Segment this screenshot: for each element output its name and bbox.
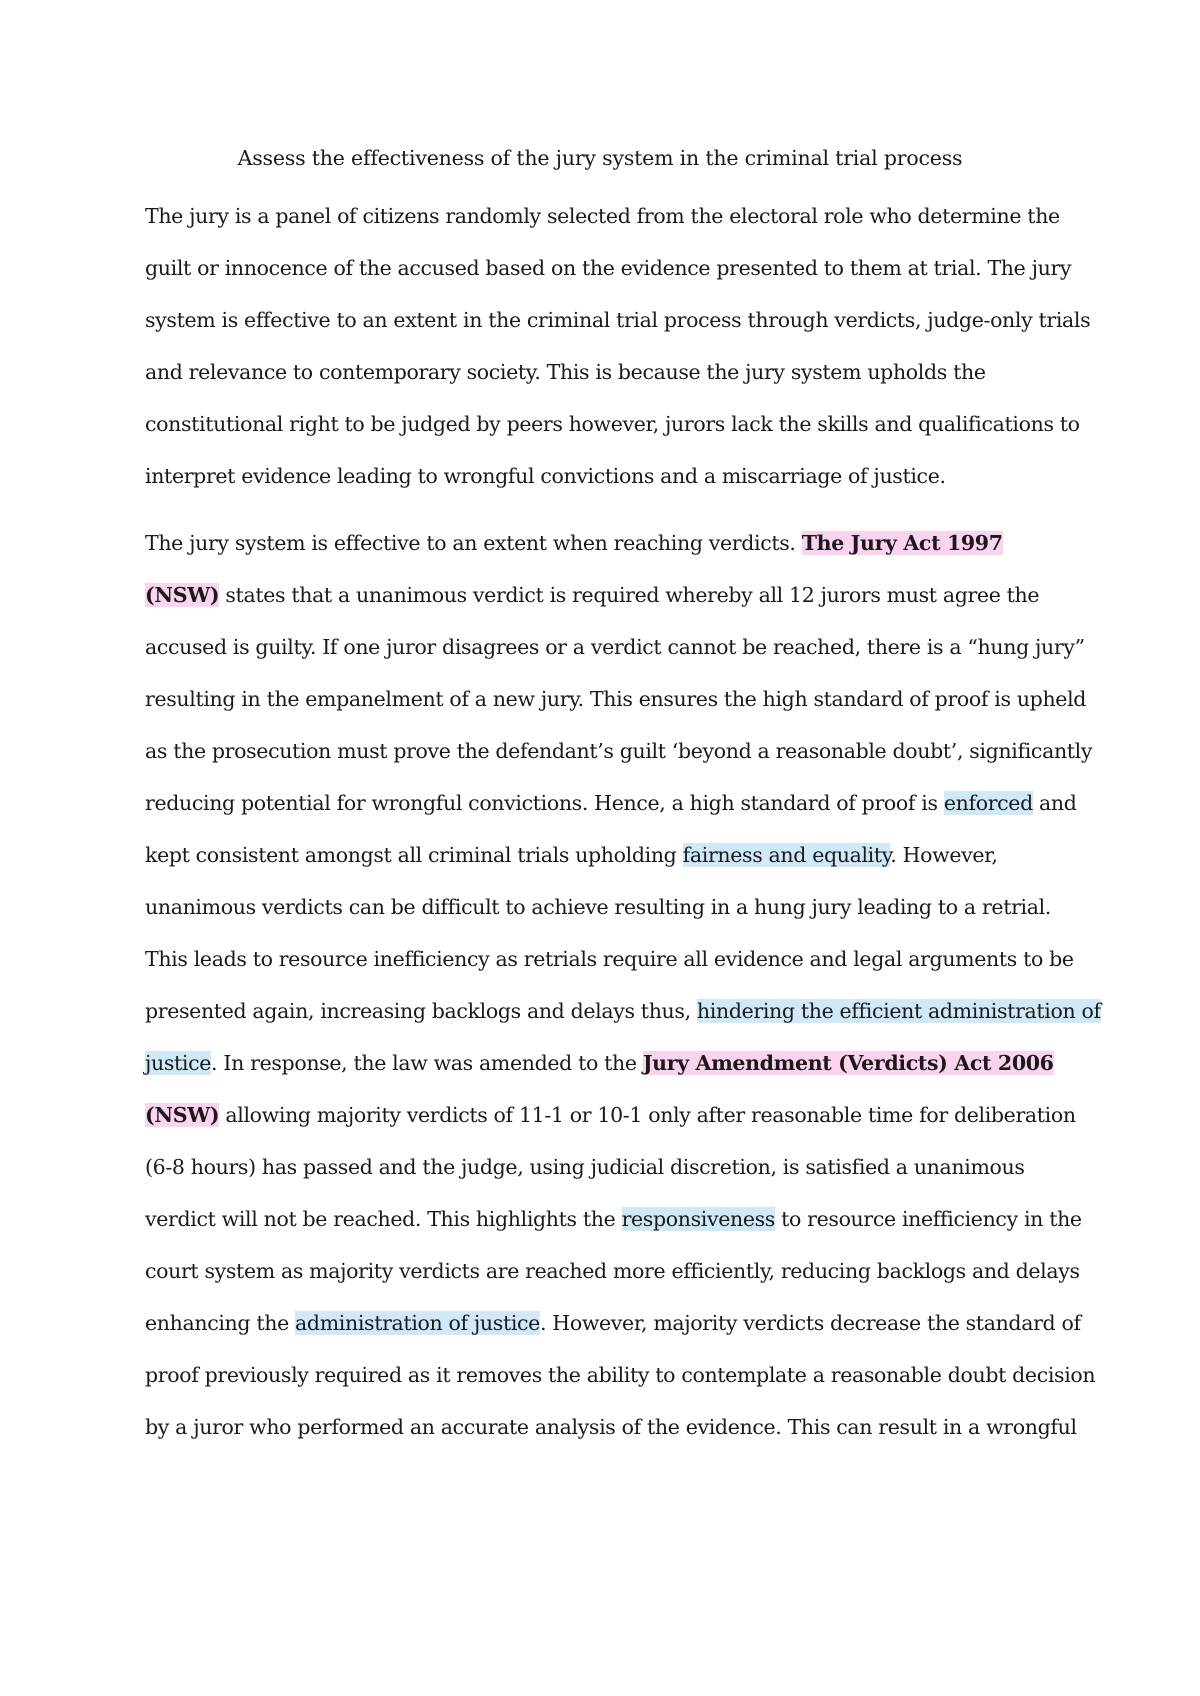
text-run: to resource inefficiency in the [774, 1207, 1082, 1231]
text-run: (6-8 hours) has passed and the judge, using judicial discretion, is satisfied a unanimous [145, 1155, 1025, 1179]
text-run: allowing majority verdicts of 11-1 or 10-1 only after reasonable time for deliberation [219, 1103, 1076, 1127]
text-run: presented again, increasing backlogs and delays thus, [145, 999, 697, 1023]
text-run: The jury is a panel of citizens randomly selected from the electoral role who determine the [145, 204, 1060, 228]
text-run: This leads to resource inefficiency as retrials require all evidence and legal arguments to be [145, 947, 1074, 971]
verdicts-paragraph-line [145, 1360, 1095, 1390]
verdicts-paragraph-line [145, 684, 1086, 714]
text-run: interpret evidence leading to wrongful convictions and a miscarriage of justice. [145, 464, 946, 488]
intro-paragraph-line [145, 253, 1071, 283]
verdicts-paragraph-line [145, 1048, 1054, 1078]
verdicts-paragraph-line [145, 632, 1085, 662]
document-title: Assess the effectiveness of the jury system in the criminal trial process [237, 146, 963, 170]
verdicts-paragraph-line [145, 1152, 1025, 1182]
verdicts-paragraph-line [145, 1256, 1080, 1286]
concept-highlight: justice [145, 1051, 212, 1075]
text-run: unanimous verdicts can be difficult to achieve resulting in a hung jury leading to a retrial. [145, 895, 1051, 919]
verdicts-paragraph-line [145, 528, 1003, 558]
text-run: system is effective to an extent in the criminal trial process through verdicts, judge-only trials [145, 308, 1091, 332]
text-run: and relevance to contemporary society. This is because the jury system upholds the [145, 360, 986, 384]
concept-highlight: hindering the efficient administration of [696, 999, 1101, 1023]
text-run: resulting in the empanelment of a new jury. This ensures the high standard of proof is upheld [145, 687, 1087, 711]
intro-paragraph-line [145, 305, 1090, 335]
text-run: guilt or innocence of the accused based on the evidence presented to them at trial. The jury [145, 256, 1072, 280]
intro-paragraph-line [145, 201, 1060, 231]
text-run: The jury system is effective to an extent when reaching verdicts. [145, 531, 802, 555]
text-run: . However, majority verdicts decrease the standard of [539, 1311, 1081, 1335]
text-run: by a juror who performed an accurate analysis of the evidence. This can result in a wrongful [145, 1415, 1077, 1439]
verdicts-paragraph-line [145, 736, 1092, 766]
verdicts-paragraph-line [145, 840, 998, 870]
intro-paragraph-line [145, 461, 946, 491]
text-run: kept consistent amongst all criminal trials upholding [145, 843, 683, 867]
text-run: and [1032, 791, 1077, 815]
legislation-highlight: Jury Amendment (Verdicts) Act 2006 [642, 1051, 1054, 1075]
legislation-highlight: (NSW) [145, 1103, 220, 1127]
verdicts-paragraph-line [145, 996, 1101, 1026]
text-run: proof previously required as it removes the ability to contemplate a reasonable doubt decision [145, 1363, 1096, 1387]
intro-paragraph-line [145, 409, 1080, 439]
concept-highlight: enforced [943, 791, 1033, 815]
verdicts-paragraph-line [145, 1308, 1081, 1338]
verdicts-paragraph-line [145, 1100, 1076, 1130]
legislation-highlight: (NSW) [145, 583, 220, 607]
text-run: . In response, the law was amended to the [211, 1051, 643, 1075]
text-run: court system as majority verdicts are reached more efficiently, reducing backlogs and delays [145, 1259, 1080, 1283]
text-run: constitutional right to be judged by peers however, jurors lack the skills and qualifications to [145, 412, 1080, 436]
text-run: reducing potential for wrongful convictions. Hence, a high standard of proof is [145, 791, 944, 815]
intro-paragraph-line [145, 357, 986, 387]
text-run: enhancing the [145, 1311, 296, 1335]
text-run: accused is guilty. If one juror disagrees or a verdict cannot be reached, there is a “hung jury” [145, 635, 1085, 659]
text-run: as the prosecution must prove the defendant’s guilt ‘beyond a reasonable doubt’, significantly [145, 739, 1093, 763]
verdicts-paragraph-line [145, 892, 1051, 922]
verdicts-paragraph-line [145, 1204, 1082, 1234]
verdicts-paragraph-line [145, 580, 1039, 610]
verdicts-paragraph-line [145, 788, 1077, 818]
verdicts-paragraph-line [145, 1412, 1077, 1442]
concept-highlight: fairness and equality [682, 843, 891, 867]
text-run: states that a unanimous verdict is required whereby all 12 jurors must agree the [219, 583, 1040, 607]
text-run: verdict will not be reached. This highlights the [145, 1207, 622, 1231]
legislation-highlight: The Jury Act 1997 [801, 531, 1003, 555]
concept-highlight: responsiveness [621, 1207, 775, 1231]
concept-highlight: administration of justice [295, 1311, 540, 1335]
verdicts-paragraph-line [145, 944, 1074, 974]
text-run: . However, [890, 843, 998, 867]
